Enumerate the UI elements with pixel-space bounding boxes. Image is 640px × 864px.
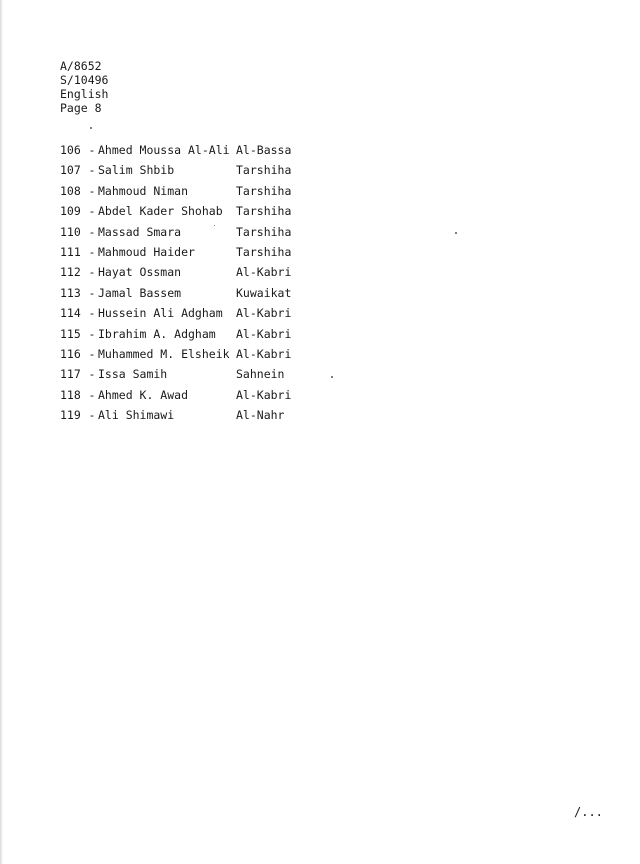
village-name: Al-Nahr xyxy=(236,408,285,423)
scan-edge-shadow xyxy=(0,0,3,864)
village-name: Tarshiha xyxy=(236,244,292,259)
village-name: Al-Kabri xyxy=(236,306,292,321)
list-item xyxy=(60,160,292,180)
entry-number: 109 xyxy=(60,204,81,219)
village-name: Kuwaikat xyxy=(236,285,292,300)
list-item xyxy=(60,303,292,323)
list-item xyxy=(60,242,292,262)
person-name: Ibrahim A. Adgham xyxy=(98,326,216,341)
person-name: Ahmed K. Awad xyxy=(98,387,189,402)
entry-number: 111 xyxy=(60,244,81,259)
entry-number: 110 xyxy=(60,224,81,239)
entry-dash: - xyxy=(88,326,96,341)
person-name: Hayat Ossman xyxy=(98,265,182,280)
page-number: Page 8 xyxy=(60,101,102,115)
list-item xyxy=(60,181,292,201)
document-symbol-block xyxy=(60,59,108,115)
continuation-mark: /... xyxy=(574,805,603,819)
scan-speck xyxy=(455,232,457,234)
village-name: Tarshiha xyxy=(236,163,292,178)
entry-number: 113 xyxy=(60,285,81,300)
person-name: Ahmed Moussa Al-Ali xyxy=(98,143,230,157)
entry-number: 118 xyxy=(60,387,81,402)
scan-speck xyxy=(331,376,333,378)
entry-number: 114 xyxy=(60,306,81,321)
list-item xyxy=(60,201,292,221)
person-name: Salim Shbib xyxy=(98,163,175,178)
person-name: Mahmoud Niman xyxy=(98,183,189,198)
document-language: English xyxy=(60,87,109,101)
village-name: Al-Kabri xyxy=(236,387,292,402)
scan-speck xyxy=(90,127,92,129)
list-item xyxy=(60,385,292,405)
entry-dash: - xyxy=(88,224,96,239)
person-name: Abdel Kader Shohab xyxy=(98,204,223,219)
entry-dash: - xyxy=(88,306,96,321)
entry-dash: - xyxy=(88,367,96,382)
document-symbol-a: A/8652 xyxy=(60,59,102,73)
entry-number: 108 xyxy=(60,183,81,198)
village-name: Tarshiha xyxy=(236,204,292,219)
village-name: Al-Kabri xyxy=(236,326,292,341)
entry-dash: - xyxy=(88,346,96,361)
entry-number: 119 xyxy=(60,408,81,423)
entry-dash: - xyxy=(88,183,96,198)
names-list xyxy=(60,140,292,425)
entry-dash: - xyxy=(88,204,96,219)
entry-dash: - xyxy=(88,143,96,157)
entry-dash: - xyxy=(88,244,96,259)
list-item xyxy=(60,364,285,384)
entry-number: 112 xyxy=(60,265,81,280)
document-symbol-s: S/10496 xyxy=(60,73,109,87)
entry-number: 117 xyxy=(60,367,81,382)
village-name: Sahnein xyxy=(236,367,285,382)
entry-number: 107 xyxy=(60,163,81,178)
scan-speck xyxy=(214,225,215,226)
person-name: Mahmoud Haider xyxy=(98,244,195,259)
entry-number: 115 xyxy=(60,326,81,341)
entry-dash: - xyxy=(88,265,96,280)
list-item xyxy=(60,262,292,282)
entry-dash: - xyxy=(88,163,96,178)
person-name: Ali Shimawi xyxy=(98,408,175,423)
village-name: Tarshiha xyxy=(236,183,292,198)
list-item xyxy=(60,344,292,364)
entry-dash: - xyxy=(88,285,96,300)
village-name: Al-Bassa xyxy=(236,143,292,157)
list-item xyxy=(60,405,285,425)
person-name: Muhammed M. Elsheik xyxy=(98,346,230,361)
list-item xyxy=(60,222,292,242)
person-name: Hussein Ali Adgham xyxy=(98,306,223,321)
entry-number: 116 xyxy=(60,346,81,361)
list-item xyxy=(60,283,292,303)
entry-dash: - xyxy=(88,408,96,423)
entry-dash: - xyxy=(88,387,96,402)
list-item xyxy=(60,324,292,344)
person-name: Jamal Bassem xyxy=(98,285,182,300)
person-name: Massad Smara xyxy=(98,224,182,239)
village-name: Al-Kabri xyxy=(236,265,292,280)
village-name: Al-Kabri xyxy=(236,346,292,361)
entry-number: 106 xyxy=(60,143,81,157)
village-name: Tarshiha xyxy=(236,224,292,239)
list-item xyxy=(60,140,292,160)
person-name: Issa Samih xyxy=(98,367,168,382)
